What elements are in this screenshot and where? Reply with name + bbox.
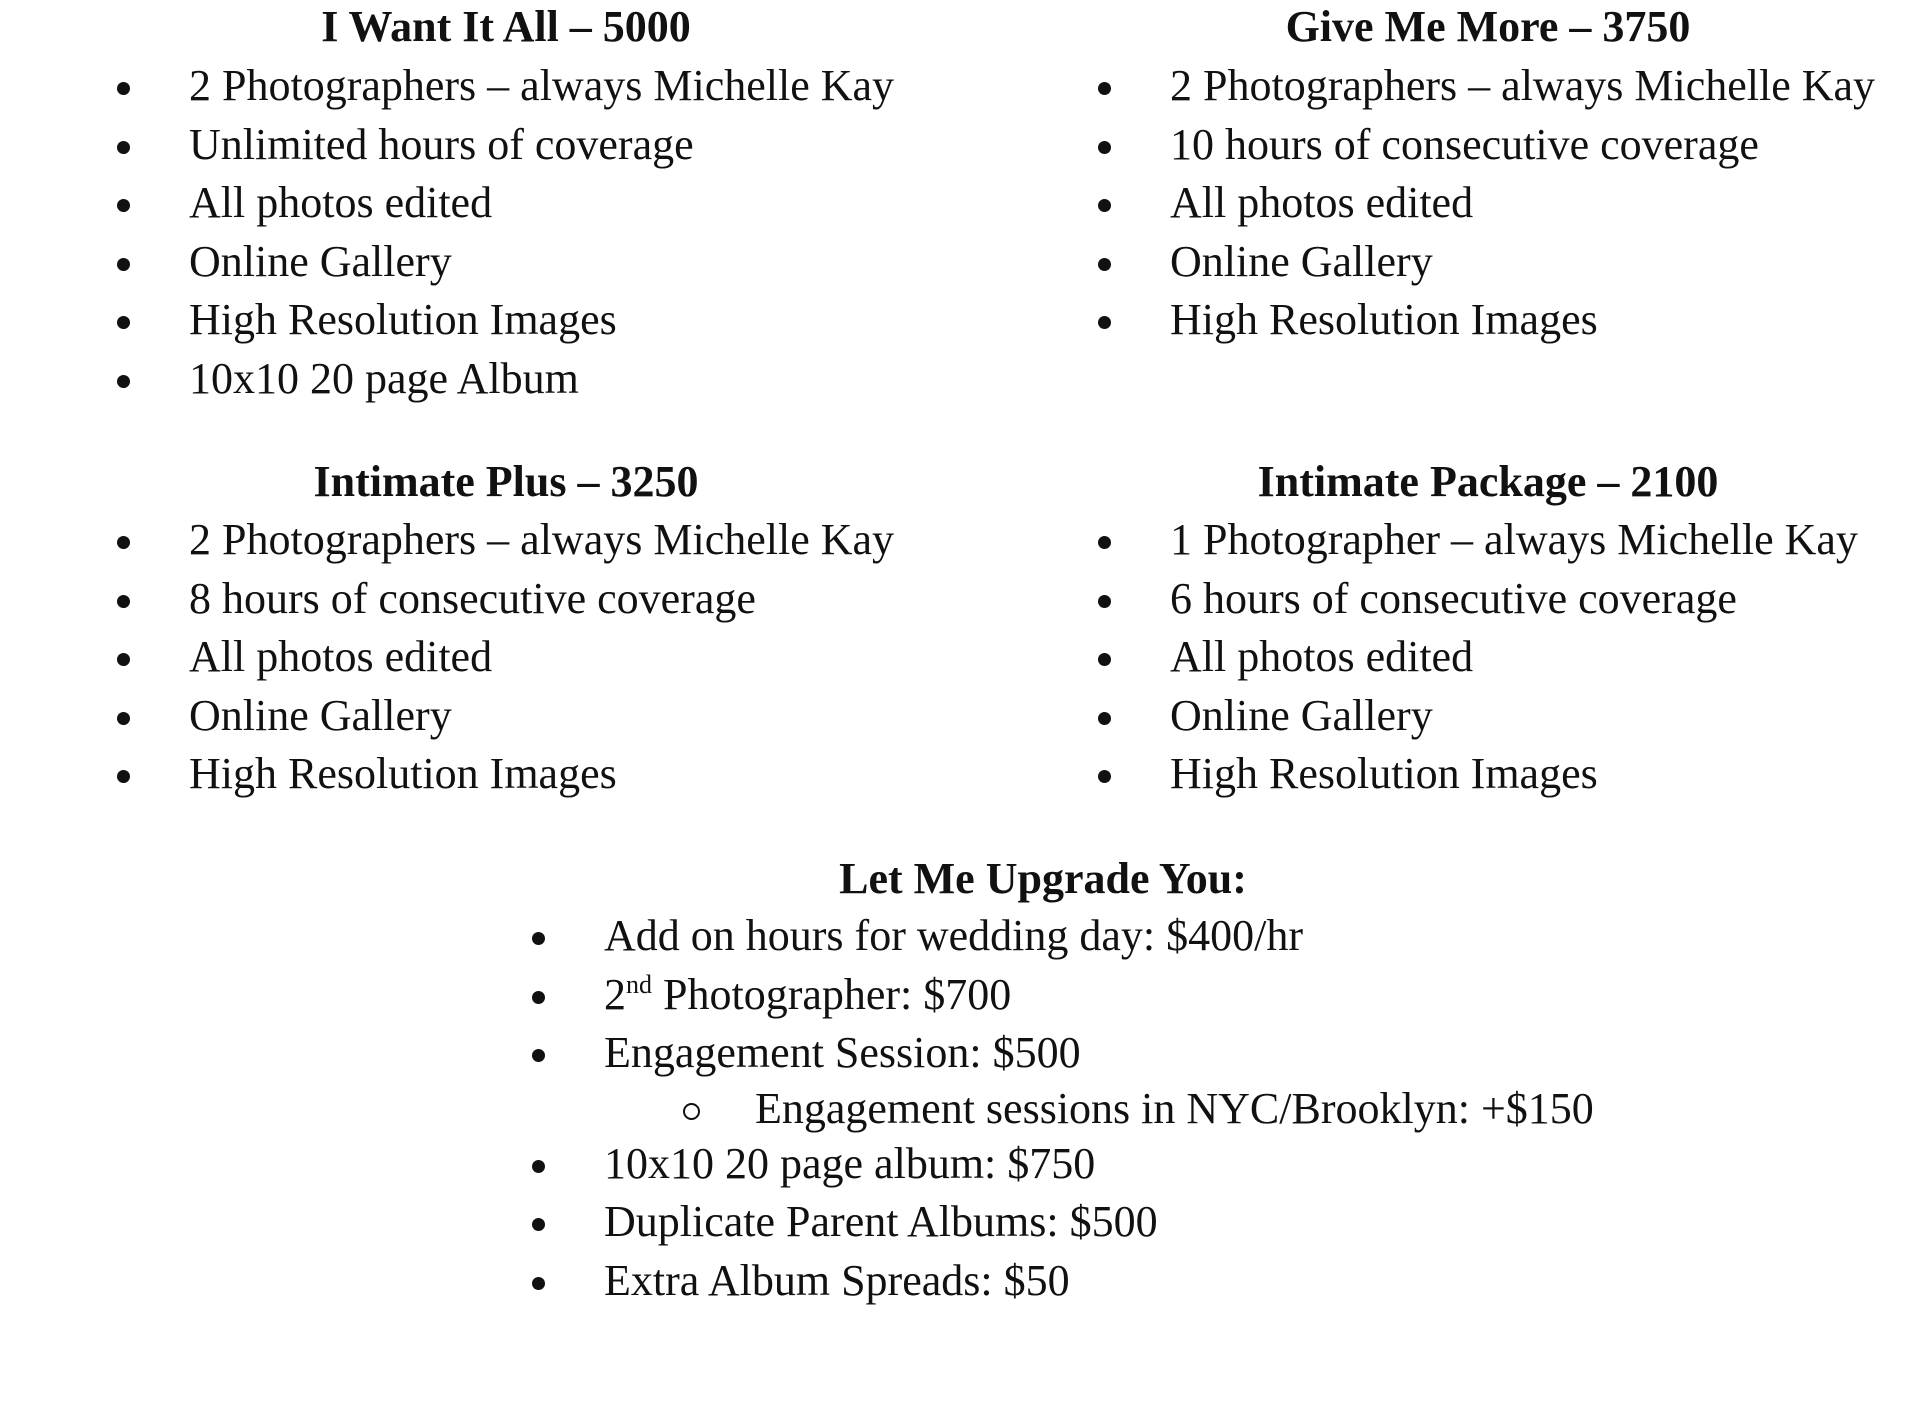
bullet-icon — [1098, 712, 1111, 725]
feature-text: 10x10 20 page Album — [189, 353, 579, 403]
bullet-icon — [117, 653, 130, 666]
bullet-icon — [117, 199, 130, 212]
bullet-icon — [1098, 536, 1111, 549]
feature-text: Online Gallery — [189, 236, 452, 286]
feature-text: All photos edited — [1170, 178, 1474, 227]
feature-text: 6 hours of consecutive coverage — [1170, 573, 1737, 623]
feature-text: High Resolution Images — [189, 295, 617, 344]
upgrade-text: Extra Album Spreads: $50 — [604, 1255, 1070, 1305]
bullet-icon — [117, 770, 130, 783]
bullet-icon — [1098, 82, 1111, 95]
bullet-icon — [1098, 199, 1111, 212]
feature-text: Online Gallery — [1170, 236, 1433, 286]
feature-text: Online Gallery — [189, 690, 452, 740]
ordinal-suffix: nd — [626, 969, 652, 999]
ordinal-number: 2 — [604, 969, 626, 1019]
upgrade-text: Duplicate Parent Albums: $500 — [604, 1197, 1158, 1246]
bullet-icon — [532, 932, 545, 945]
bullet-icon — [532, 1160, 545, 1173]
bullet-icon — [117, 82, 130, 95]
upgrade-text — [604, 966, 1011, 1025]
feature-text: 2 Photographers – always Michelle Kay — [1170, 61, 1876, 110]
package-title: I Want It All – 5000 — [321, 2, 691, 51]
bullet-icon — [117, 375, 130, 388]
bullet-icon — [1098, 653, 1111, 666]
bullet-icon — [117, 595, 130, 608]
bullet-icon — [117, 536, 130, 549]
feature-text: 8 hours of consecutive coverage — [189, 573, 756, 623]
feature-text: 1 Photographer – always Michelle Kay — [1170, 515, 1858, 564]
feature-text: All photos edited — [189, 178, 493, 227]
bullet-icon — [532, 1277, 545, 1290]
feature-text: All photos edited — [1170, 632, 1474, 681]
package-title: Give Me More – 3750 — [1285, 2, 1691, 51]
feature-text: 2 Photographers – always Michelle Kay — [189, 515, 895, 564]
feature-text: 10 hours of consecutive coverage — [1170, 119, 1759, 169]
feature-text: Online Gallery — [1170, 690, 1433, 740]
bullet-icon — [1098, 316, 1111, 329]
upgrade-sub-text: Engagement sessions in NYC/Brooklyn: +$150 — [755, 1083, 1594, 1133]
package-title: Intimate Package – 2100 — [1257, 457, 1719, 506]
bullet-icon — [532, 1049, 545, 1062]
bullet-icon — [532, 1218, 545, 1231]
feature-text: High Resolution Images — [189, 749, 617, 798]
bullet-icon — [1098, 770, 1111, 783]
bullet-icon — [1098, 141, 1111, 154]
upgrade-text: Engagement Session: $500 — [604, 1028, 1081, 1077]
bullet-icon — [117, 141, 130, 154]
bullet-icon — [117, 258, 130, 271]
upgrade-text: 10x10 20 page album: $750 — [604, 1138, 1096, 1188]
feature-text: 2 Photographers – always Michelle Kay — [189, 61, 895, 110]
bullet-icon — [1098, 595, 1111, 608]
hollow-bullet-icon — [683, 1103, 700, 1120]
bullet-icon — [117, 316, 130, 329]
feature-text: High Resolution Images — [1170, 295, 1598, 344]
bullet-icon — [117, 712, 130, 725]
package-title: Intimate Plus – 3250 — [313, 457, 699, 506]
bullet-icon — [1098, 258, 1111, 271]
upgrade-text-rest: Photographer: $700 — [652, 969, 1012, 1019]
feature-text: Unlimited hours of coverage — [189, 119, 694, 169]
upgrade-title: Let Me Upgrade You: — [839, 854, 1247, 903]
bullet-icon — [532, 991, 545, 1004]
feature-text: High Resolution Images — [1170, 749, 1598, 798]
upgrade-text: Add on hours for wedding day: $400/hr — [604, 911, 1304, 960]
feature-text: All photos edited — [189, 632, 493, 681]
